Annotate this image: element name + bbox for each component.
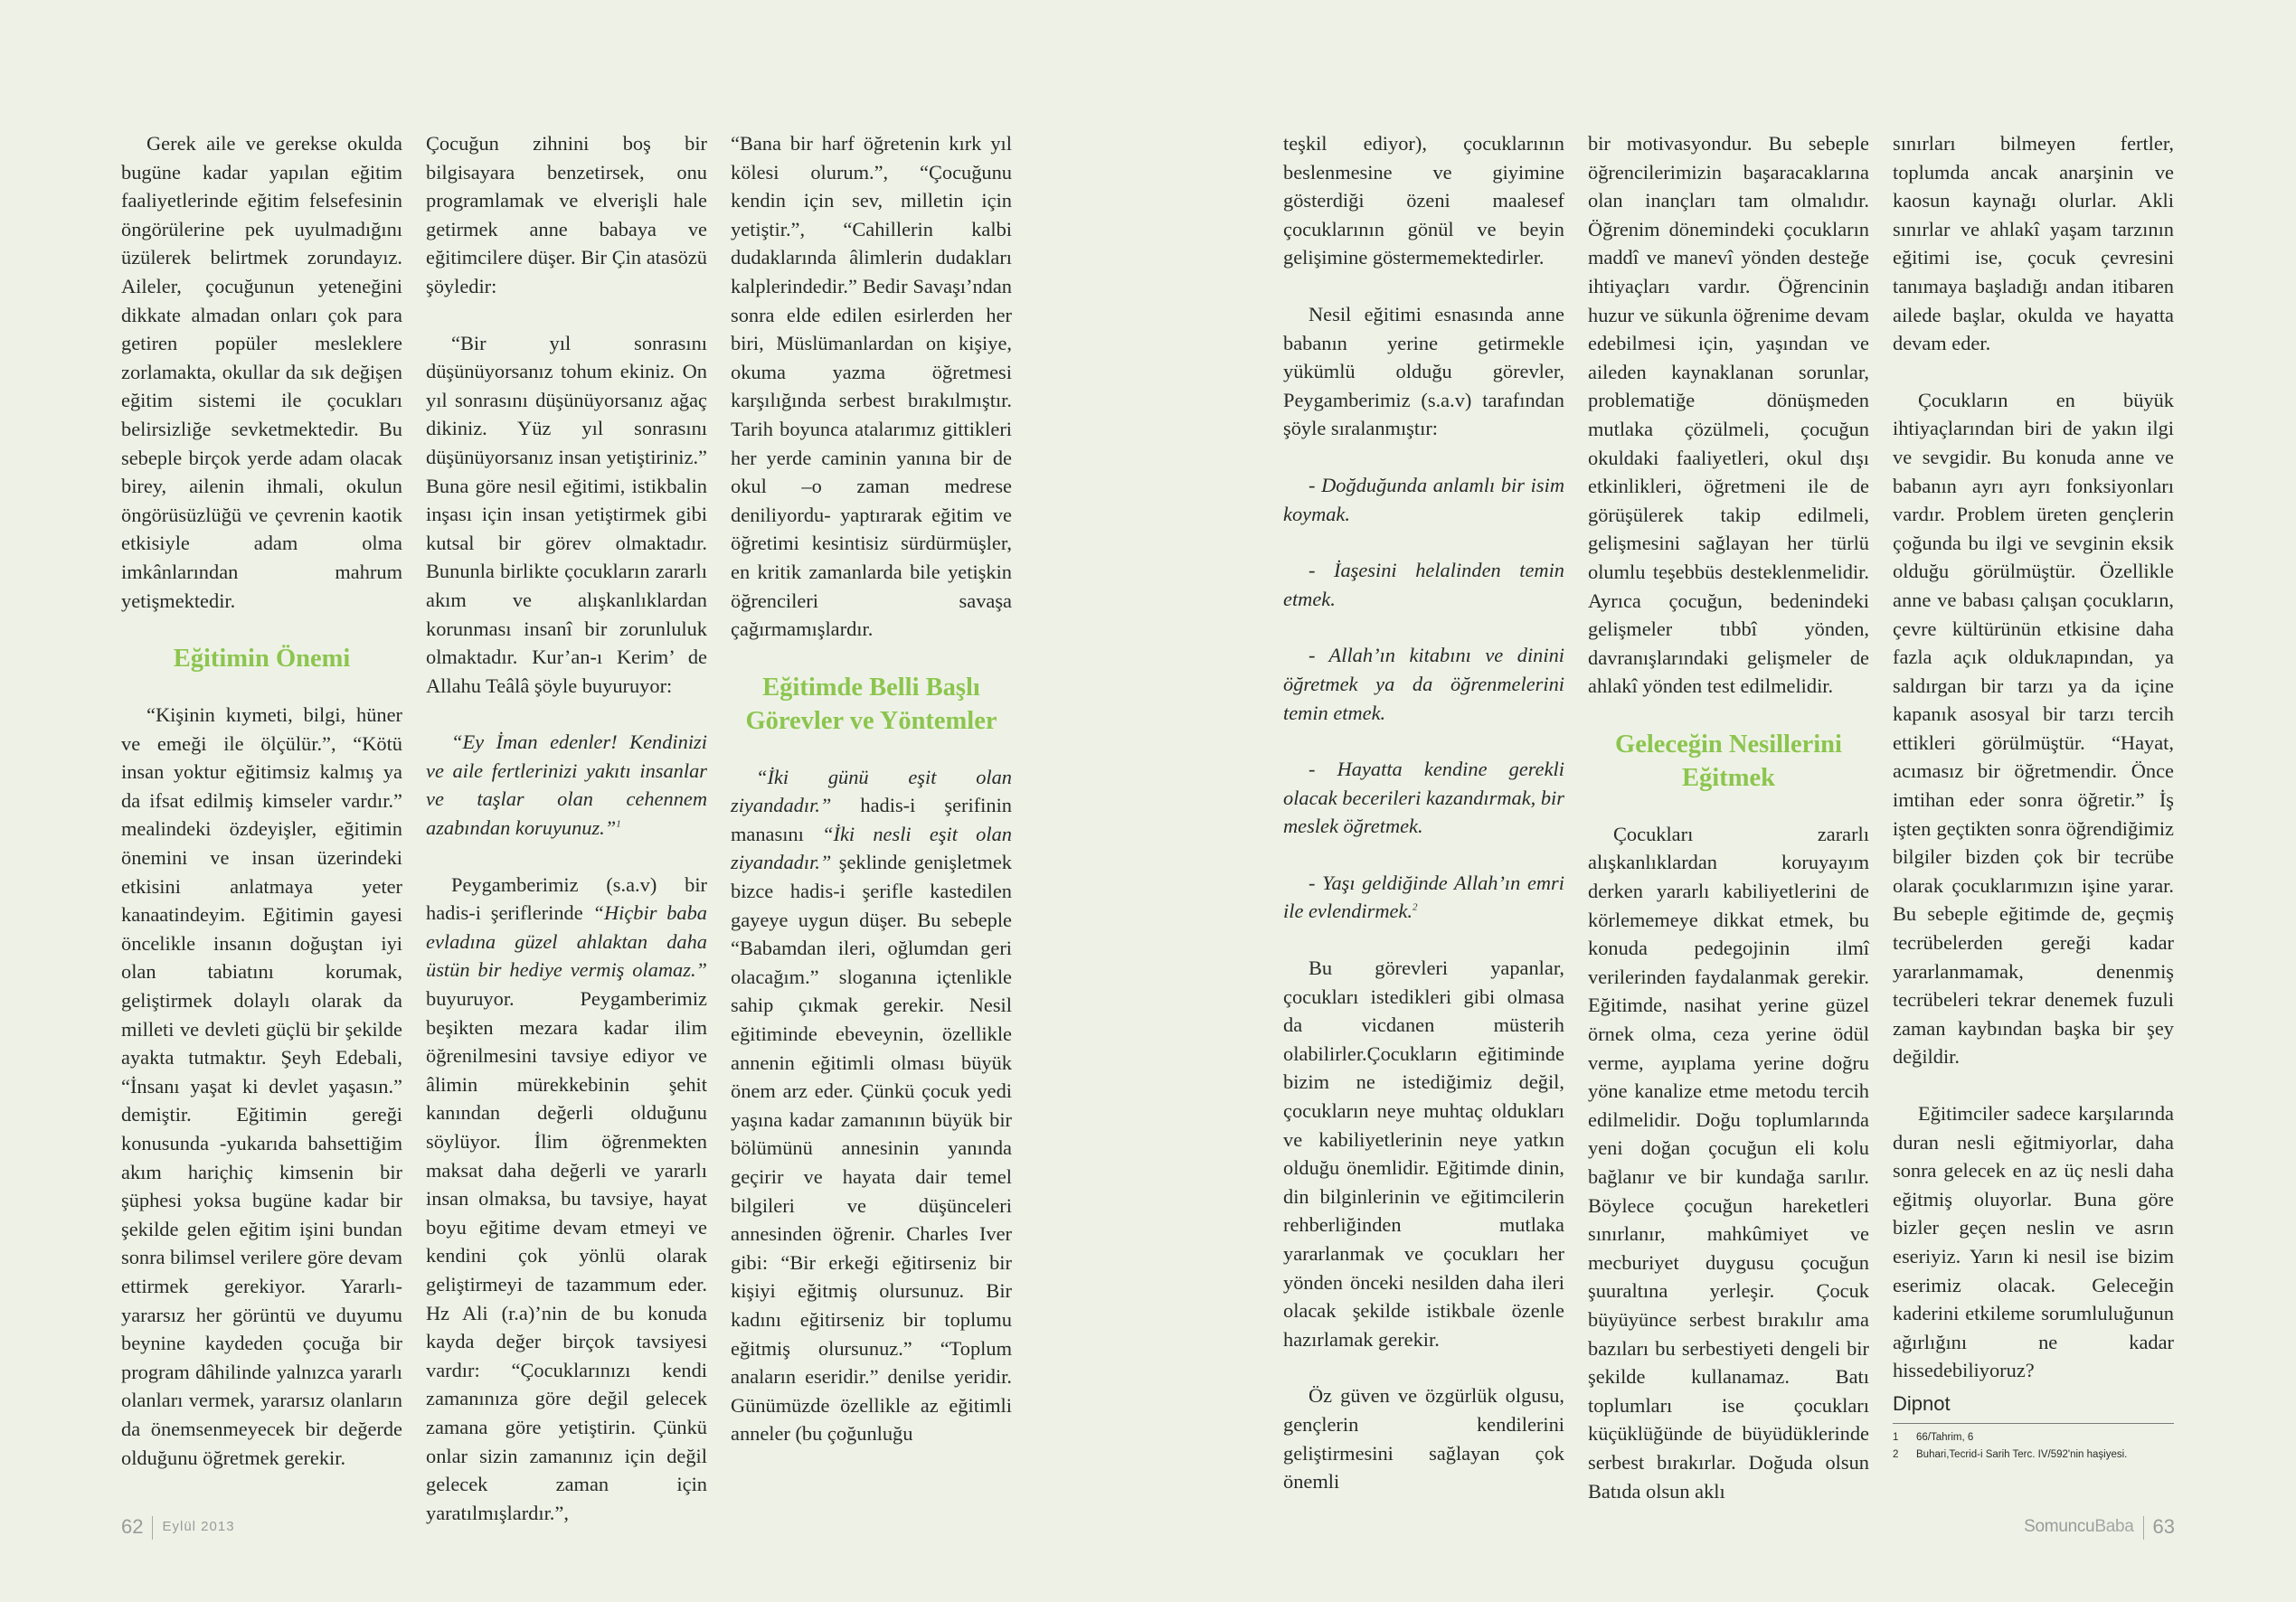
- quote-text: “Hiçbir baba evladına güzel ahlaktan daha üstün bir hediye vermiş olamaz.”: [426, 901, 707, 982]
- footnote-number: 1: [1893, 1431, 1899, 1443]
- paragraph: Bu görevleri yapanlar, çocukları istedikleri gibi olmasa da vicdanen müsterih olabilirler.Çocukların eğitiminde bizim ne istediğimiz değil, çocukların neye muhtaç oldukları ve kabiliyetlerinin neye yatkın olduğu önemlidir. Eğitimde dinin, din bilginlerinin ve eğitimcilerin rehberliğinden mutlaka yararlanmak ve çocukları her yönden önceki nesilden daha ileri olacak şekilde istikbale özenle hazırlamak gerekir.: [1283, 956, 1564, 1351]
- footnote-text: Buhari,Tecrid-i Sarih Terc. IV/592'nin haşiyesi.: [1916, 1448, 2128, 1460]
- footnote-text: 66/Tahrim, 6: [1916, 1431, 1974, 1443]
- issue-date: Eylül 2013: [162, 1519, 235, 1534]
- paragraph: bir motivasyondur. Bu sebeple öğrencilerimizin başaracaklarına olan inançları tam olmalıdır. Öğrenim dönemindeki çocukların maddî ve manevî yönden desteğe ihtiyaçları vardır. Öğrencinin huzur ve sükunla öğrenime devam edebilmesi için, yaşından ve aileden kaynaklanan sorunlar, problematiğe dönüşmeden mutlaka çözülmeli, çocuğun okuldaki faaliyetleri, okul dışı etkinlikleri, öğretmeni ile de görüşülerek takip edilmeli, gelişmesini sağlayan her türlü olumlu teşebbüs desteklenmelidir. Ayrıca çocuğun, bedenindeki gelişmeler tıbbî yönden, davranışlarındaki gelişmeler de ahlakî yönden test edilmelidir.: [1588, 132, 1869, 698]
- right-column-3: [1893, 129, 2174, 1464]
- page-number: 62: [121, 1515, 144, 1538]
- paragraph: “Kişinin kıymeti, bilgi, hüner ve emeği ile ölçülür.”, “Kötü insan yoktur eğitimsiz kalmış ya da ifsat edilmiş kimseler vardır.” mealindeki özdeyişler, eğitimin önemini ve insan üzerindeki etkisini anlatmaya yeter kanaatindeyim. Eğitimin gayesi öncelikle insanın doğuştan iyi olan tabiatını korumak, geliştirmek dolaylı olarak da milleti ve devleti güçlü bir şekilde ayakta tutmaktır. Şeyh Edebali, “İnsanı yaşat ki devlet yaşasın.” demiştir. Eğitimin gereği konusunda -yukarıda bahsettiğim akım hariçhiç kimsenin bir şüphesi yoksa bugüne kadar bir şekilde gelen eğitim işini bundan sonra bilimsel verilere göre devam ettirmek gerekiyor. Yararlı-yararsız her görüntü ve duyumu beynine kaydeden çocuğa bir program dâhilinde yalnızca yararlı olanları vermek, yararsız olanların da önemsenmeyecek bir değerde olduğunu öğretmek gerekir.: [121, 703, 402, 1469]
- paragraph: Çocuğun zihnini boş bir bilgisayara benzetirsek, onu programlamak ve elverişli hale getirmek anne babaya ve eğitimcilere düşer. Bir Çin atasözü şöyledir:: [426, 132, 707, 297]
- left-column-2: [426, 129, 707, 1527]
- paragraph: Gerek aile ve gerekse okulda bugüne kadar yapılan eğitim faaliyetlerinde eğitim felsefesinin öngörülerine pek uyulmadığını üzülerek belirtmek zorundayız. Aileler, çocuğunun yeteneğini dikkate almadan onları çok para getiren popüler mesleklere zorlamakta, okullar da sık değişen eğitim sistemi ile çocukları belirsizliğe sevketmektedir. Bu sebeple birçok yerde adam olacak birey, ailenin ihmali, okulun öngörüsüzlüğü ve çevrenin kaotik etkisiyle adam olma imkânlarından mahrum yetişmektedir.: [121, 132, 402, 612]
- quote-text: “Ey İman edenler! Kendinizi ve aile fertlerinizi yakıtı insanlar ve taşlar olan cehennem azabından koruyunuz.”: [426, 730, 707, 840]
- quote-text: “İki nesli eşit olan ziyandadır.”: [731, 822, 1012, 874]
- text-run: şeklinde genişletmek bizce hadis-i şerifle kastedilen gayeye uygun düşer. Bu sebeple “Babamdan ileri, oğlumdan geri olacağım.” sloganına içtenlikle sahip çıkmak gerekir. Nesil eğitiminde ebeveynin, özellikle annenin eğitimli olması büyük önem arz eder. Çünkü çocuk yedi yaşına kadar zamanının büyük bir bölümünü annesinin yanında geçirir ve hayata dair temel bilgileri ve düşünceleri annesinden öğrenir. Charles Iver gibi: “Bir erkeği eğitirseniz bir kişiyi eğitmiş olursunuz. Bir kadını eğitirseniz bir toplumu eğitmiş olursunuz.” “Toplum anaların eseridir.” denilse yeridir. Günümüzde özellikle az eğitimli anneler (bu çoğunluğu: [731, 851, 1012, 1446]
- text-run: - Yaşı geldiğinde Allah’ın emri ile evlendirmek.: [1283, 871, 1564, 923]
- list-item: - Allah’ın kitabını ve dinini öğretmek ya da öğrenmelerini temin etmek.: [1283, 644, 1564, 724]
- section-heading: Eğitimin Önemi: [173, 645, 351, 674]
- right-page: [1148, 0, 2296, 1602]
- list-item: - Hayatta kendine gerekli olacak becerileri kazandırmak, bir meslek öğretmek.: [1283, 758, 1564, 838]
- paragraph: “Bana bir harf öğretenin kırk yıl kölesi olurum.”, “Çocuğunu kendin için sev, milletin için yetiştir.”, “Cahillerin kalbi dudaklarında âlimlerin dudakları kalplerindedir.” Bedir Savaşı’ndan sonra elde edilen esirlerden her biri, Müslümanlardan on kişiye, okuma yazma öğretmesi karşılığında serbest bırakılmıştır. Tarih boyunca atalarımız gittikleri her yerde caminin yanına bir de okul –o zaman medrese deniliyordu- yaptırarak eğitim ve öğretimi kesintisiz sürdürmüşler, en kritik zamanlarda bile yetişkin öğrencileri savaşa çağırmamışlardır.: [731, 132, 1012, 641]
- text-run: hadis-i şerifinin manasını: [731, 794, 1012, 845]
- list-item: [1283, 869, 1564, 926]
- magazine-logo: [2024, 1517, 2133, 1536]
- paragraph: “Bir yıl sonrasını düşünüyorsanız tohum ekiniz. On yıl sonrasını düşünüyorsanız ağaç dikiniz. Yüz yıl sonrasını düşünüyorsanız insan yetiştiriniz.” Buna göre nesil eğitimi, istikbalin inşası için insan yetiştirmek gibi kutsal bir görev olmaktadır. Bununla birlikte çocukların zararlı akım ve alışkanlıklardan korunması insanî bir zorunluluk olmaktadır. Kur’an-ı Kerim’ de Allahu Teâlâ şöyle buyuruyor:: [426, 331, 707, 697]
- page-folio-left: [121, 1515, 235, 1540]
- folio-divider: [152, 1516, 153, 1540]
- logo-part: Baba: [2094, 1517, 2134, 1536]
- right-column-1: [1283, 129, 1564, 1496]
- folio-divider: [2143, 1516, 2144, 1540]
- paragraph: [426, 871, 707, 1528]
- footnotes-list: [1893, 1429, 2174, 1464]
- page-number: 63: [2152, 1515, 2175, 1538]
- paragraph: Çocukların en büyük ihtiyaçlarından biri de yakın ilgi ve sevgidir. Bu konuda anne ve babanın ayrı ayrı fonksiyonları vardır. Problem üreten gençlerin çoğunda bu ilgi ve sevginin eksik olduğu görülmüştür. Özellikle anne ve babası çalışan çocukların, çevre kültürünün etkisine daha fazla açık oldukларından, ya saldırgan bir tarzı ya da içine kapanık asosyal bir tarzı tercih ettikleri görülmüştür. “Hayat, acımasız bir öğretmendir. Önce imtihan eder sonra öğretir.” İş işten geçtikten sonra öğrendiğimiz bilgiler bizden çok bir tecrübe olarak çocuklarımızın işine yarar. Bu sebeple eğitimde de, geçmiş tecrübelerden gereği kadar yararlanmamak, denenmiş tecrübeleri tekrar denemek fuzuli zaman kaybından başka bir şey değildir.: [1893, 388, 2174, 1069]
- footnote-marker: 1: [616, 818, 621, 830]
- paragraph: teşkil ediyor), çocuklarının beslenmesine ve giyimine gösterdiği özeni maalesef çocuklarının gönül ve beyin gelişimine göstermemektedirler.: [1283, 132, 1564, 269]
- footnotes-heading: Dipnot: [1893, 1391, 1951, 1415]
- quote-text: “İki günü eşit olan ziyandadır.”: [731, 765, 1012, 817]
- list-item: - Doğduğunda anlamlı bir isim koymak.: [1283, 473, 1564, 525]
- right-column-2: [1588, 129, 1869, 1505]
- paragraph: Eğitimciler sadece karşılarında duran nesli eğitmiyorlar, daha sonra gelecek en az üç nesli daha eğitmiş oluyorlar. Buna göre bizler geçen neslin ve asrın eseriyiz. Yarın ki nesil ise bizim eserimiz olacak. Geleceğin kaderini etkileme sorumluluğunun ağırlığını ne kadar hissedebiliyoruz?: [1893, 1102, 2174, 1382]
- footnotes-divider: [1893, 1423, 2174, 1424]
- paragraph: [731, 763, 1012, 1448]
- paragraph: Öz güven ve özgürlük olgusu, gençlerin kendilerini geliştirmesini sağlayan çok önemli: [1283, 1384, 1564, 1494]
- footnote-number: 2: [1893, 1448, 1899, 1460]
- text-run: Peygamberimiz (s.a.v) bir hadis-i şeriflerinde: [426, 872, 707, 925]
- left-column-3: [731, 129, 1012, 1448]
- paragraph: Çocukları zararlı alışkanlıklardan koruyayım derken yararlı kabiliyetlerini de körlememeye dikkat etmek, bu konuda pedegojinin ilmî verilerinden faydalanmak gerekir. Eğitimde, nasihat yerine güzel örnek olma, ceza yerine ödül verme, ayıplama yerine doğru yöne kanalize etme metodu tercih edilmelidir. Doğu toplumlarında yeni doğan çocuğun eli kolu bağlanır ve bir kundağa sarılır. Böylece çocuğun hareketleri sınırlanır, mahkûmiyet ve mecburiyet duygusu çocuğun şuuraltına yerleşir. Çocuk büyüyünce serbest bırakılır ama bazıları bu serbestiyeti dengeli bir şekilde kullanamaz. Batı toplumları ise çocukları küçüklüğünde de büyüdüklerinde serbest bırakırlar. Doğuda olsun Batıda olsun aklı: [1588, 822, 1869, 1503]
- section-heading: Eğitimde Belli Başlı Görevler ve Yöntemler: [745, 673, 997, 735]
- paragraph: sınırları bilmeyen fertler, toplumda ancak anarşinin ve kaosun kaynağı olurlar. Akli sınırlar ve ahlakî yaşam tarzının eğitimi ise, çocuk çevresini tanımaya başladığı andan itibaren ailede başlar, okulda ve hayatta devam eder.: [1893, 132, 2174, 355]
- footnote-marker: 2: [1412, 902, 1418, 913]
- left-column-1: [121, 129, 402, 1472]
- footnote-item: [1893, 1447, 2174, 1464]
- footnote-item: [1893, 1429, 2174, 1447]
- text-run: buyuruyor. Peygamberimiz beşikten mezara kadar ilim öğrenilmesini tavsiye ediyor ve âlimin mürekkebinin şehit kanından değerli olduğunu söylüyor. İlim öğrenmekten maksat daha değerli ve yararlı insan olmaksa, bu tavsiye, hayat boyu eğitime devam etmeyi ve kendini çok yönlü olarak geliştirmeyi de tazammum eder. Hz Ali (r.a)’nin de bu konuda kayda değer birçok tavsiyesi vardır: “Çocuklarınızı kendi zamanınıza göre değil gelecek zamana göre yetiştirin. Çünkü onlar sizin zamanınız için değil gelecek zaman için yaratılmışlardır.”,: [426, 987, 707, 1524]
- paragraph: Nesil eğitimi esnasında anne babanın yerine getirmekle yükümlü olduğu görevler, Peygamberimiz (s.a.v) tarafından şöyle sıralanmıştır:: [1283, 302, 1564, 440]
- logo-part: Somuncu: [2024, 1517, 2095, 1536]
- list-item: - İaşesini helalinden temin etmek.: [1283, 559, 1564, 610]
- section-heading: Geleceğin Nesillerini Eğitmek: [1615, 730, 1842, 792]
- quote-paragraph: [426, 728, 707, 842]
- page-folio-right: [2024, 1515, 2175, 1540]
